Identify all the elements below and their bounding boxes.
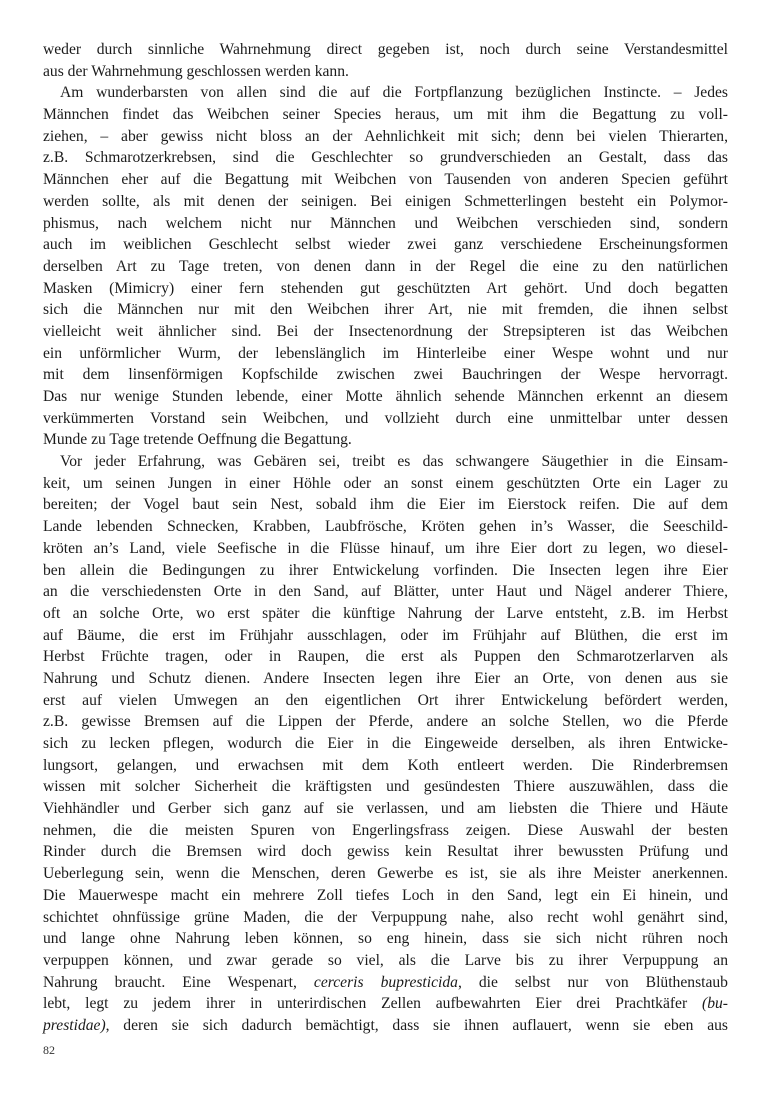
text-line: kröten an’s Land, viele Seefische in die Flüsse hinauf, um ihre Eier dort zu legen, wo diesel-: [43, 539, 728, 557]
text-line: phismus, nach welchem nicht nur Männchen und Weibchen verschieden sind, sondern: [43, 214, 728, 232]
text-line: [43, 1015, 728, 1037]
text-line: z.B. gewisse Bremsen auf die Lippen der Pferde, andere an solche Stellen, wo die Pferde: [43, 713, 728, 731]
text-segment: , deren sie sich dadurch bemächtigt, dass sie ihnen auflauert, wenn sie eben aus: [105, 1016, 728, 1034]
text-line: Vor jeder Erfahrung, was Gebären sei, treibt es das schwangere Säugethier in die Einsam-: [60, 453, 728, 471]
text-line: Viehhändler und Gerber sich ganz auf sie verlassen, und am liebsten die Thiere und Häute: [43, 800, 728, 818]
text-line: keit, um seinen Jungen in einer Höhle oder an sonst einem geschützten Orte ein Lager zu: [43, 474, 728, 492]
text-segment: lebt, legt zu jedem ihrer in unterirdischen Zellen aufbewahrten Eier drei Prachtkäfer: [43, 995, 703, 1013]
text-line: Herbst Früchte tragen, oder in Raupen, die erst als Puppen den Schmarotzerlarven als: [43, 648, 728, 666]
text-line: Nahrung und Schutz dienen. Andere Insecten legen ihre Eier an Orte, von denen aus sie: [43, 669, 728, 687]
text-segment: Nahrung braucht. Eine Wespenart,: [43, 973, 314, 991]
text-line: Masken (Mimicry) einer fern stehenden gut geschützten Art gehört. Und doch begatten: [43, 279, 728, 297]
text-line: wissen mit solcher Sicherheit die kräftigsten und gesündesten Thiere auszuwählen, dass die: [43, 778, 728, 796]
text-line: verkümmerten Vorstand sein Weibchen, und vollzieht durch eine unmittelbar unter dessen: [43, 409, 728, 427]
text-line: derselben Art zu Tage treten, von denen dann in der Regel die eine zu den natürlichen: [43, 257, 728, 275]
text-line: Das nur wenige Stunden lebende, einer Motte ähnlich sehende Männchen erkennt an diesem: [43, 388, 728, 405]
text-line: werden sollte, als mit denen der seinigen. Bei einigen Schmetterlingen besteht ein Polymor-: [43, 192, 728, 210]
text-line: ben allein die Bedingungen zu ihrer Entwickelung vorfinden. Die Insecten legen ihre Eier: [43, 561, 728, 579]
text-line: lungsort, gelangen, und erwachsen mit dem Koth entleert werden. Die Rinderbremsen: [43, 756, 728, 774]
text-line: sich zu lecken pflegen, wodurch die Eier in die Eingeweide derselben, als ihren Entwicke-: [43, 735, 728, 752]
family-name-italic: (bu-: [702, 995, 728, 1013]
text-line: verpuppen können, und zwar gerade so viel, als die Larve bis zu ihrer Verpuppung an: [43, 951, 728, 969]
text-line: ziehen, – aber gewiss nicht bloss an der Aehnlichkeit mit sich; denn bei vielen Thierarten,: [43, 127, 728, 145]
text-line: Männchen findet das Weibchen seiner Species heraus, um mit ihm die Begattung zu voll-: [43, 106, 728, 124]
text-line: [43, 972, 728, 994]
text-line: vielleicht weit ähnlicher sind. Bei der Insectenordnung der Strepsipteren ist das Weibchen: [43, 322, 728, 340]
text-line: Die Mauerwespe macht ein mehrere Zoll tiefes Loch in den Sand, legt ein Ei hinein, und: [43, 886, 728, 904]
species-name-italic: cerceris bupresticida: [313, 973, 458, 991]
text-line: oft an solche Orte, wo erst später die künftige Nahrung der Larve entsteht, z.B. im Herbst: [43, 604, 728, 622]
text-line: Ueberlegung sein, wenn die Menschen, deren Gewerbe es ist, sie als ihre Meister anerkennen.: [43, 865, 728, 883]
text-line: auch im weiblichen Geschlecht selbst wieder zwei ganz verschiedene Erscheinungsformen: [43, 236, 728, 254]
text-line: Rinder durch die Bremsen wird doch gewiss kein Resultat ihrer bewussten Prüfung und: [43, 843, 728, 861]
text-line: aus der Wahrnehmung geschlossen werden kann.: [43, 62, 349, 80]
text-line: z.B. Schmarotzerkrebsen, sind die Geschlechter so grundverschieden an Gestalt, dass das: [43, 149, 728, 167]
text-line: Am wunderbarsten von allen sind die auf die Fortpflanzung bezüglichen Instincte. – Jedes: [60, 84, 728, 102]
text-line: Munde zu Tage tretende Oeffnung die Begattung.: [43, 431, 352, 449]
text-line: und lange ohne Nahrung leben können, so eng hinein, dass sie sich nicht rühren noch: [43, 930, 728, 948]
text-line: erst auf vielen Umwegen an den eigentlichen Ort ihrer Entwickelung befördert werden,: [43, 691, 728, 709]
text-line: Lande lebenden Schnecken, Krabben, Laubfrösche, Kröten gehen in’s Wasser, die Seeschild-: [43, 518, 728, 536]
body-text: [43, 39, 728, 1037]
text-line: sich die Männchen nur mit den Weibchen ihrer Art, nie mit fremden, die ihnen selbst: [43, 301, 728, 319]
text-line: [43, 993, 728, 1015]
text-line: auf Bäume, die erst im Frühjahr ausschlagen, oder im Frühjahr auf Blüthen, die erst im: [43, 626, 728, 644]
text-line: nehmen, die die meisten Spuren von Engerlingsfrass zeigen. Diese Auswahl der besten: [43, 821, 728, 839]
text-line: an die verschiedensten Orte in den Sand, auf Blätter, unter Haut und Nägel anderer Thiere,: [43, 583, 728, 601]
text-line: bereiten; der Vogel baut sein Nest, sobald ihm die Eier im Eierstock reifen. Die auf dem: [43, 496, 728, 514]
family-name-italic: prestidae): [43, 1016, 106, 1034]
text-line: weder durch sinnliche Wahrnehmung direct gegeben ist, noch durch seine Verstandesmittel: [43, 41, 728, 58]
text-line: schichtet ohnfüssige grüne Maden, die der Verpuppung nahe, also recht wohl genährt sind,: [43, 908, 728, 926]
text-line: ein unförmlicher Wurm, der lebenslänglich im Hinterleibe einer Wespe wohnt und nur: [43, 344, 728, 362]
text-line: Männchen eher auf die Begattung mit Weibchen von Tausenden von anderen Specien geführt: [43, 171, 728, 189]
text-line: mit dem linsenförmigen Kopfschilde zwischen zwei Bauchringen der Wespe hervorragt.: [43, 366, 728, 384]
text-segment: , die selbst nur von Blüthenstaub: [457, 973, 728, 991]
page-number: 82: [43, 1043, 55, 1057]
